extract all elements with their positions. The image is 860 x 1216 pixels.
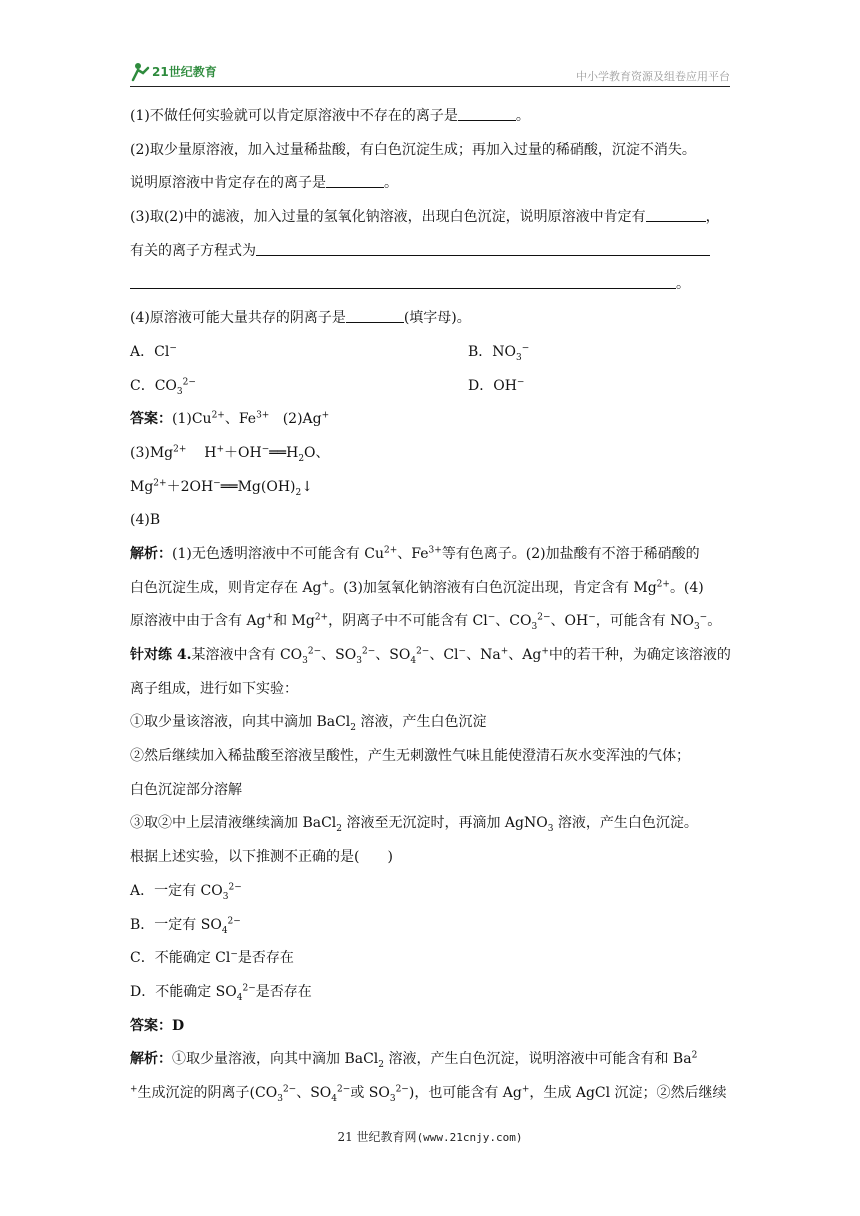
analysis-2: 白色沉淀生成，则肯定存在 Ag+。(3)加氢氧化钠溶液有白色沉淀出现，肯定含有 $Mg^{2+}$。(4) — [130, 578, 704, 596]
q2-cont: 说明原溶液中肯定存在的离子是 。 — [130, 175, 398, 192]
analysis-1: 解析：(1)无色透明溶液中不可能含有 $Cu^{2+}$、$Fe^{3+}$等有色离子。(2)加盐酸有不溶于稀硝酸的 — [130, 545, 700, 562]
option-d: D．OH− — [468, 376, 525, 394]
q4-options-ab — [130, 336, 742, 370]
answer-2: $(3)Mg^{2+}$ $H^++OH^-══H_2O$、 — [130, 444, 330, 464]
q1: (1)不做任何实验就可以肯定原溶液中不存在的离子是 。 — [130, 108, 530, 124]
q4: (4)原溶液可能大量共存的阴离子是 (填字母)。 — [130, 310, 471, 327]
svg-text:21世纪教育: 21世纪教育 — [152, 65, 217, 79]
footer-url[interactable]: (www.21cnjy.com) — [416, 1131, 523, 1144]
analysis-5: +生成沉淀的阴离子($CO_3^{2-}$、$SO_4^{2-}$或 $SO_3^{2-}$)，也可能含有 Ag+，生成 AgCl 沉淀；②然后继续 — [130, 1084, 727, 1104]
step-3: ③取②中上层清液继续滴加 BaCl$_2$ 溶液至无沉淀时，再滴加 AgNO$_3$ 溶液，产生白色沉淀。 — [130, 815, 698, 835]
q4-options-cd — [130, 370, 742, 404]
q3-eq: 有关的离子方程式为 — [130, 235, 742, 269]
question-stem: 根据上述实验，以下推测不正确的是( ) — [130, 849, 393, 866]
q2: (2)取少量原溶液，加入过量稀盐酸，有白色沉淀生成；再加入过量的稀硝酸，沉淀不消失。 — [130, 141, 696, 158]
q3-eq-cont: 。 — [130, 268, 742, 302]
answer-4: (4)B — [130, 512, 161, 529]
option-c: C．$CO_3^{2-}$ — [130, 376, 196, 397]
page-header — [130, 58, 730, 87]
platform-name: 中小学教育资源及组卷应用平台 — [576, 70, 730, 83]
answer-3: $Mg^{2+}+2OH^-══Mg(OH)_2↓$ — [130, 477, 313, 498]
answer-1: 答案：$(1)Cu^{2+}$、$Fe^{3+}$ (2)Ag+ — [130, 410, 330, 428]
choice-a: A．一定有 $CO_3^{2-}$ — [130, 882, 242, 902]
step-2: ②然后继续加入稀盐酸至溶液呈酸性，产生无刺激性气味且能使澄清石灰水变浑浊的气体； — [130, 748, 690, 765]
footer-site: 21 世纪教育网 — [337, 1130, 417, 1144]
choice-c: C．不能确定 Cl−是否存在 — [130, 949, 294, 967]
analysis-3: 原溶液中由于含有 Ag+和 $Mg^{2+}$，阴离子中不可能含有 Cl−、$CO_3^{2-}$、OH−，可能含有 $NO_3^-$。 — [130, 612, 722, 633]
step-1: ①取少量该溶液，向其中滴加 BaCl$_2$ 溶液，产生白色沉淀 — [130, 714, 487, 734]
analysis-4: 解析：①取少量溶液，向其中滴加 BaCl$_2$ 溶液，产生白色沉淀，说明溶液中可能含有和 Ba$^2$ — [130, 1050, 698, 1071]
answer-d: 答案：D — [130, 1017, 185, 1034]
document-body — [130, 100, 742, 1111]
choice-d: D．不能确定 $SO_4^{2-}$是否存在 — [130, 983, 312, 1003]
exercise-4-cont: 离子组成，进行如下实验： — [130, 680, 298, 697]
q3: (3)取(2)中的滤液，加入过量的氢氧化钠溶液，出现白色沉淀，说明原溶液中肯定有 ， — [130, 209, 720, 226]
page-footer — [0, 1128, 860, 1145]
exercise-4: 针对练 4.某溶液中含有 $CO_3^{2-}$、$SO_3^{2-}$、$SO_4^{2-}$、Cl−、Na+、Ag+中的若干种，为确定该溶液的 — [130, 646, 731, 666]
choice-b: B．一定有 $SO_4^{2-}$ — [130, 915, 241, 936]
step-2-cont: 白色沉淀部分溶解 — [130, 781, 242, 798]
option-b: B．$NO_3^-$ — [468, 343, 530, 363]
option-a: A．Cl− — [130, 343, 177, 360]
logo-icon — [130, 60, 217, 82]
